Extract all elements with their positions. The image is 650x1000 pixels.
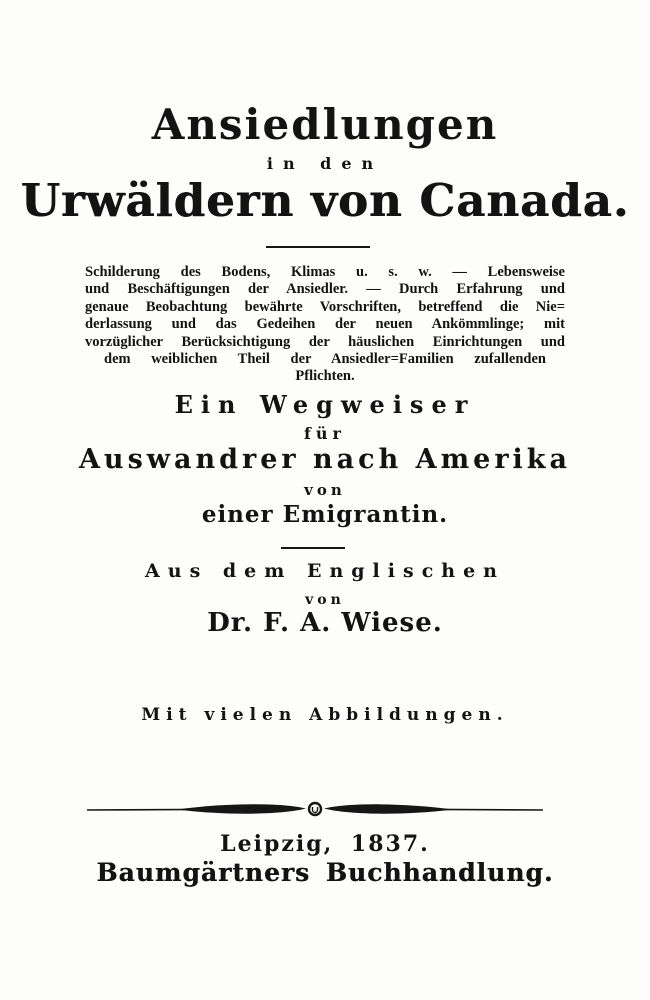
subtitle-line: genaue Beobachtung bewährte Vorschriften, betreffend die Nie= <box>85 298 565 315</box>
subtitle-paragraph <box>85 264 565 386</box>
book-title-line3: Urwäldern von Canada. <box>20 174 630 227</box>
subtitle-line: und Beschäftigungen der Ansiedler. — Durch Erfahrung und <box>85 281 565 298</box>
divider-rule-middle <box>281 547 345 549</box>
subtitle-line: vorzüglicher Berücksichtigung der häuslichen Einrichtungen und <box>85 333 565 350</box>
illustrations-note: Mit vielen Abbildungen. <box>141 705 509 725</box>
guide-fuer: für <box>304 424 346 443</box>
subtitle-line: dem weiblichen Theil der Ansiedler=Familien zufallenden <box>104 351 546 368</box>
book-title-line1: Ansiedlungen <box>151 100 499 149</box>
imprint-publisher: Baumgärtners Buchhandlung. <box>96 858 554 887</box>
swelled-rule-ornament <box>85 796 545 824</box>
divider-rule-top <box>266 246 370 248</box>
guide-heading: Ein Wegweiser <box>174 390 476 419</box>
translator-name: Dr. F. A. Wiese. <box>207 608 443 638</box>
translation-von: von <box>305 592 345 608</box>
subtitle-line: Pflichten. <box>295 368 355 385</box>
guide-von: von <box>304 481 346 499</box>
subtitle-line: Schilderung des Bodens, Klimas u. s. w. — Lebensweise <box>85 264 565 280</box>
guide-audience: Auswandrer nach Amerika <box>78 444 572 475</box>
subtitle-line: derlassung und das Gedeihen der neuen Ankömmlinge; mit <box>85 316 565 333</box>
imprint-city-year: Leipzig, 1837. <box>220 831 430 857</box>
translation-source: Aus dem Englischen <box>145 560 505 582</box>
book-title-line2: in den <box>266 154 384 173</box>
author-line: einer Emigrantin. <box>201 501 449 528</box>
